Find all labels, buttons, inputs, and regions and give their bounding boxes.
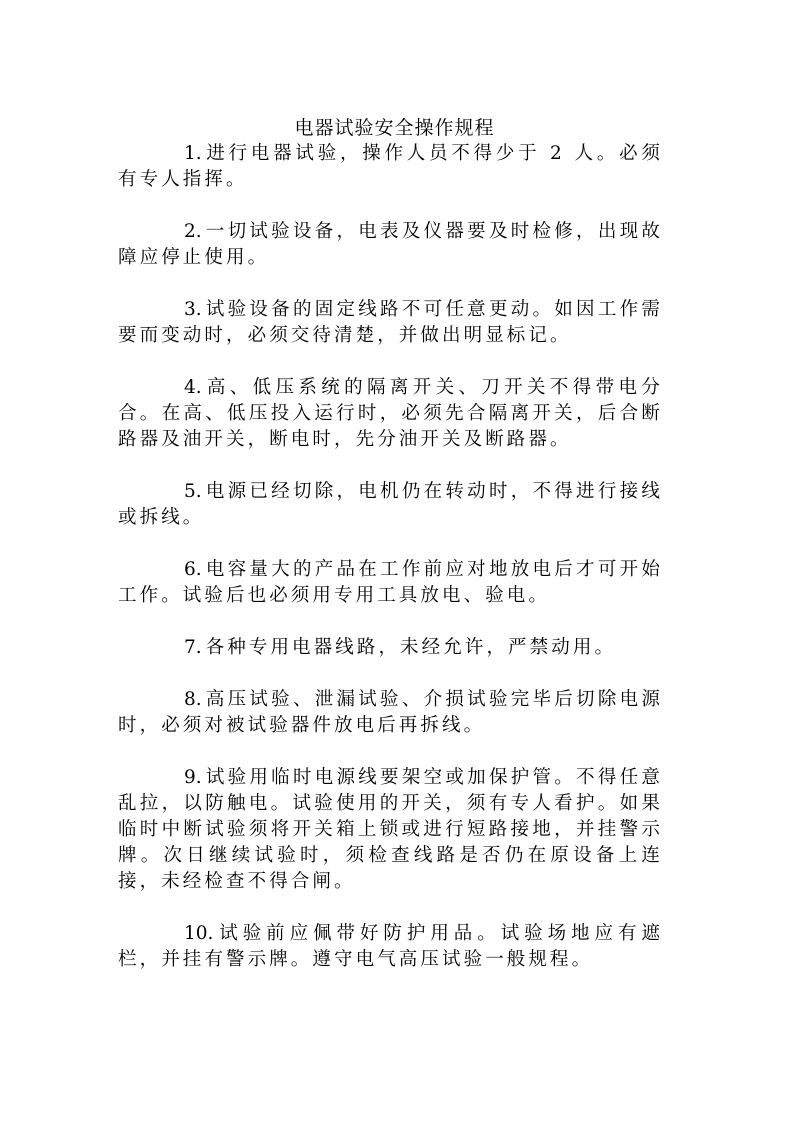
rule-text: 电容量大的产品在工作前应对地放电后才可开始工作。试验后也必须用专用工具放电、验电。 [118,559,663,606]
rule-number: 7. [184,637,202,658]
rule-item-7 [118,635,663,661]
rule-item-4 [118,375,663,453]
rule-number: 6. [184,559,202,580]
rule-text: 试验设备的固定线路不可任意更动。如因工作需要而变动时，必须交待清楚，并做出明显标记。 [118,299,663,346]
rule-number: 10. [184,923,214,944]
rule-number: 9. [184,767,202,788]
rule-item-5 [118,479,663,531]
rule-text: 高压试验、泄漏试验、介损试验完毕后切除电源时，必须对被试验器件放电后再拆线。 [118,689,663,736]
rule-text: 各种专用电器线路，未经允许，严禁动用。 [205,637,617,658]
rule-text: 一切试验设备，电表及仪器要及时检修，出现故障应停止使用。 [118,221,663,268]
rule-text: 电源已经切除，电机仍在转动时，不得进行接线或拆线。 [118,481,663,528]
rule-number: 1. [184,143,202,164]
rule-text: 进行电器试验，操作人员不得少于 2 人。必须有专人指挥。 [118,143,663,190]
rule-item-9 [118,765,663,895]
rule-item-8 [118,687,663,739]
rule-number: 2. [184,221,202,242]
rule-item-10 [118,921,663,973]
rule-text: 试验用临时电源线要架空或加保护管。不得任意乱拉，以防触电。试验使用的开关，须有专人看护。如果临时中断试验须将开关箱上锁或进行短路接地，并挂警示牌。次日继续试验时，须检查线路是否仍在原设备上连接，未经检查不得合闸。 [118,767,663,892]
rule-item-1 [118,141,663,193]
rule-number: 4. [184,377,202,398]
document-title: 电器试验安全操作规程 [294,117,495,139]
rule-text: 试验前应佩带好防护用品。试验场地应有遮栏，并挂有警示牌。遵守电气高压试验一般规程。 [118,923,663,970]
rule-text: 高、低压系统的隔离开关、刀开关不得带电分合。在高、低压投入运行时，必须先合隔离开关，后合断路器及油开关，断电时，先分油开关及断路器。 [118,377,663,450]
rule-item-6 [118,557,663,609]
rule-number: 3. [184,299,202,320]
rule-number: 8. [184,689,202,710]
rule-number: 5. [184,481,202,502]
document-page [118,115,663,999]
rule-item-3 [118,297,663,349]
rule-item-2 [118,219,663,271]
